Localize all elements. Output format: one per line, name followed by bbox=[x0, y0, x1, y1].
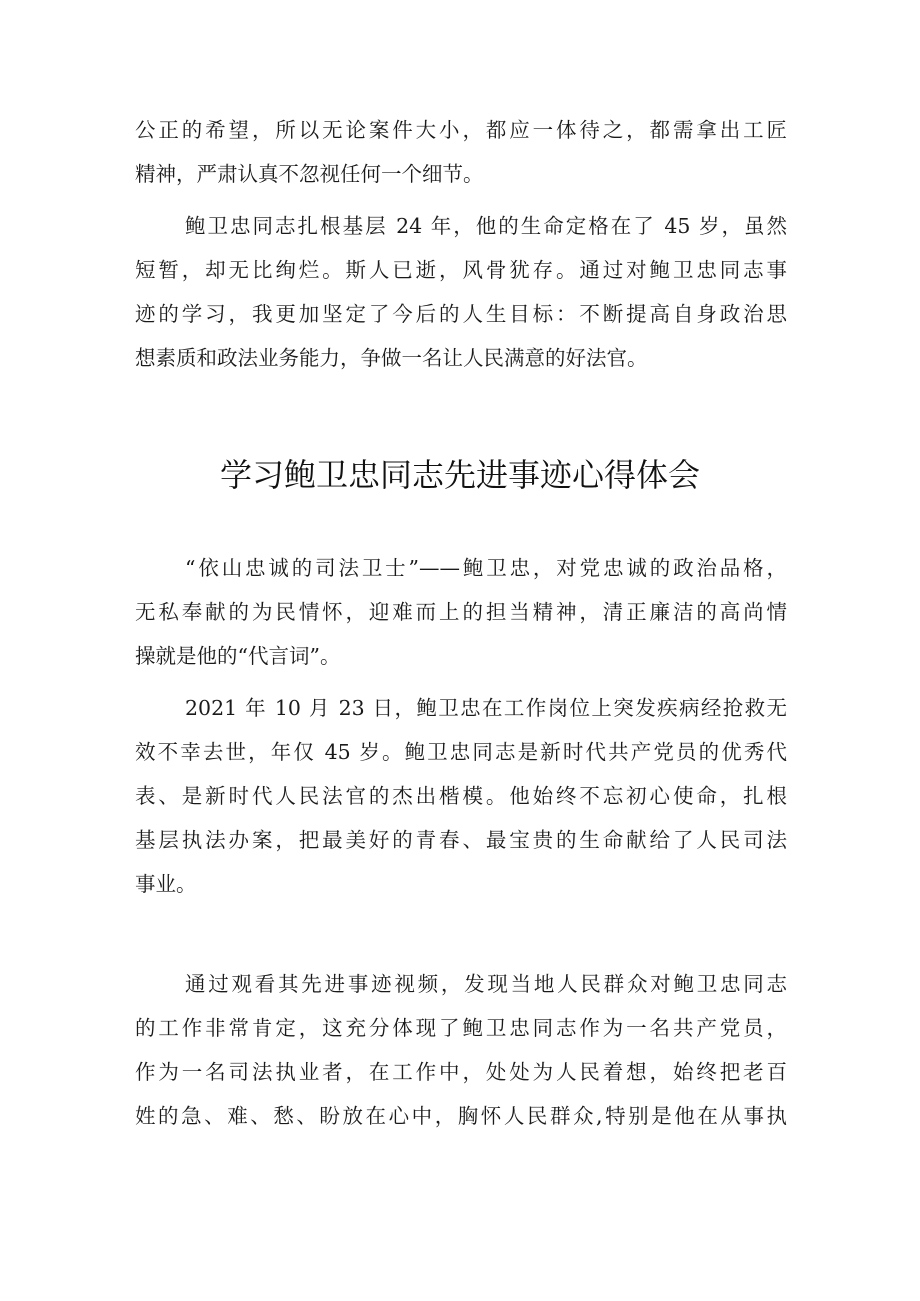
paragraph-line: 的工作非常肯定，这充分体现了鲍卫忠同志作为一名共产党员， bbox=[135, 1016, 787, 1040]
paragraph-line: 姓的急、难、愁、盼放在心中，胸怀人民群众,特别是他在从事执 bbox=[135, 1104, 787, 1128]
paragraph-line: 通过观看其先进事迹视频，发现当地人民群众对鲍卫忠同志 bbox=[185, 972, 787, 996]
paragraph-line: 精神，严肃认真不忽视任何一个细节。 bbox=[135, 162, 484, 186]
paragraph-line: 操就是他的“代言词”。 bbox=[135, 644, 341, 668]
paragraph-line: 迹的学习，我更加坚定了今后的人生目标：不断提高自身政治思 bbox=[135, 302, 787, 326]
paragraph-line: “依山忠诚的司法卫士”——鲍卫忠，对党忠诚的政治品格， bbox=[185, 556, 787, 580]
paragraph-line: 想素质和政法业务能力，争做一名让人民满意的好法官。 bbox=[135, 346, 648, 370]
paragraph-line: 基层执法办案，把最美好的青春、最宝贵的生命献给了人民司法 bbox=[135, 828, 787, 852]
paragraph-line: 表、是新时代人民法官的杰出楷模。他始终不忘初心使命，扎根 bbox=[135, 784, 787, 808]
paragraph-line: 公正的希望，所以无论案件大小，都应一体待之，都需拿出工匠 bbox=[135, 118, 787, 142]
paragraph-line: 2021 年 10 月 23 日，鲍卫忠在工作岗位上突发疾病经抢救无 bbox=[185, 696, 787, 720]
paragraph-line: 事业。 bbox=[135, 872, 197, 896]
paragraph-line: 鲍卫忠同志扎根基层 24 年，他的生命定格在了 45 岁，虽然 bbox=[185, 214, 787, 238]
paragraph-line: 作为一名司法执业者，在工作中，处处为人民着想，始终把老百 bbox=[135, 1060, 787, 1084]
paragraph-line: 短暂，却无比绚烂。斯人已逝，风骨犹存。通过对鲍卫忠同志事 bbox=[135, 258, 787, 282]
article-title: 学习鲍卫忠同志先进事迹心得体会 bbox=[219, 456, 700, 494]
paragraph-line: 效不幸去世，年仅 45 岁。鲍卫忠同志是新时代共产党员的优秀代 bbox=[135, 740, 787, 764]
paragraph-line: 无私奉献的为民情怀，迎难而上的担当精神，清正廉洁的高尚情 bbox=[135, 600, 787, 624]
